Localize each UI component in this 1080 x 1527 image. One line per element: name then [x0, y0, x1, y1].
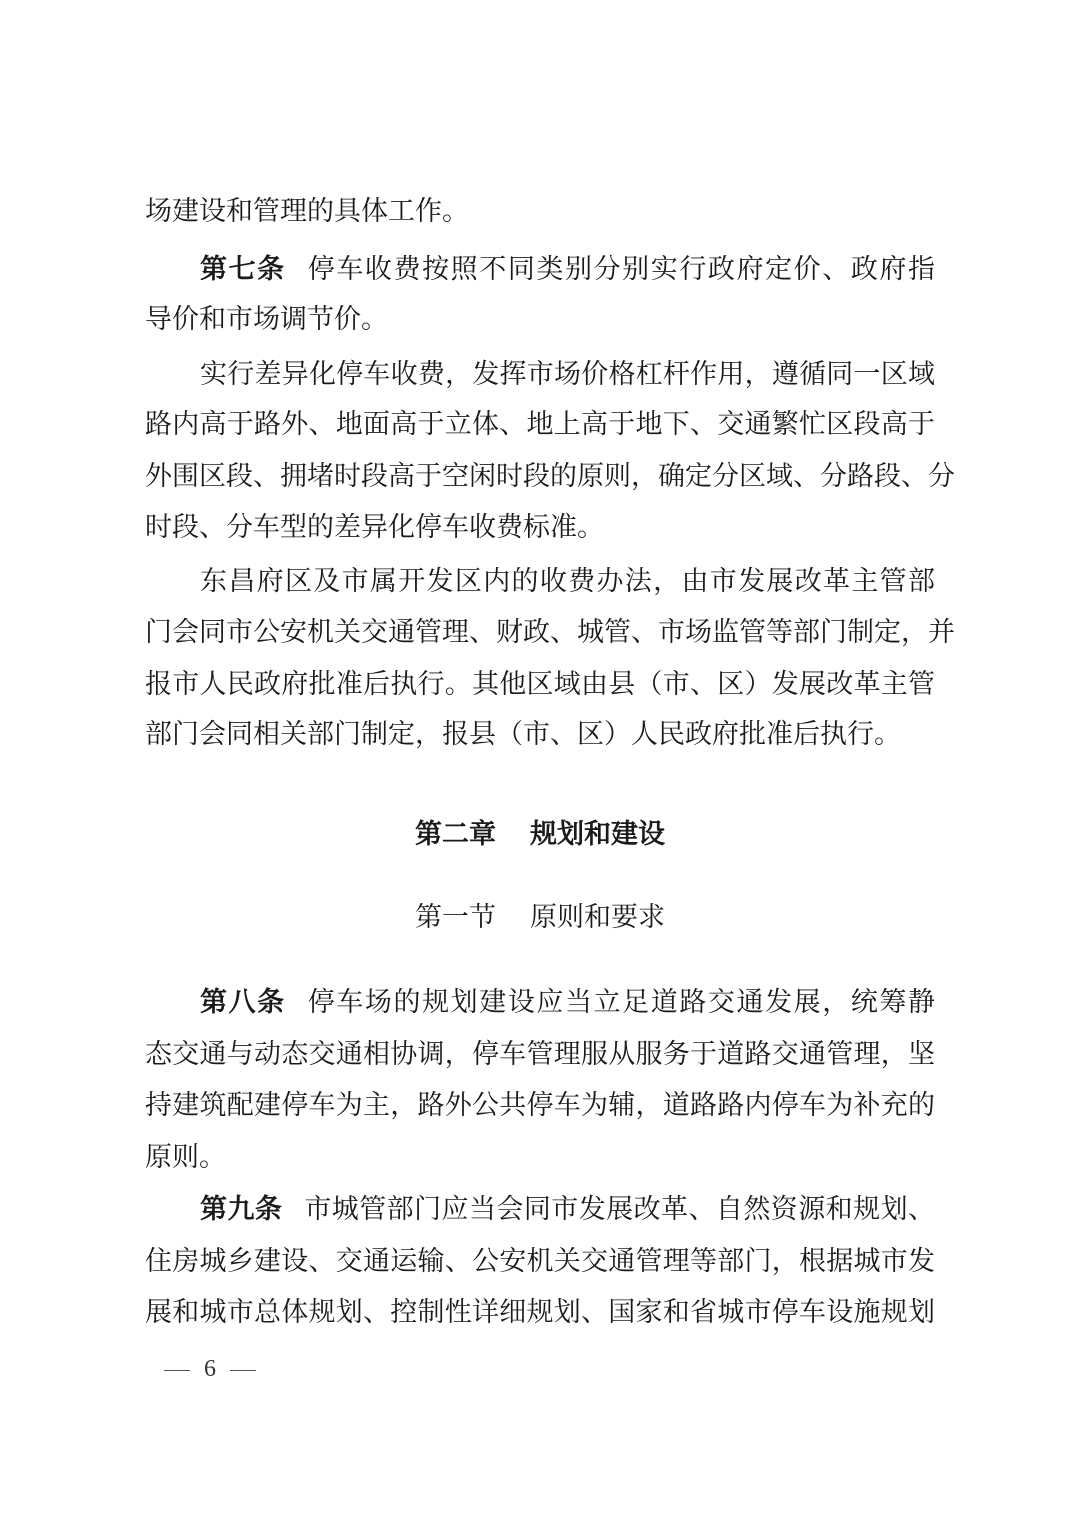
para-dongchang-line-1: 东昌府区及市属开发区内的收费办法，由市发展改革主管部: [200, 566, 935, 597]
article-9-line-1: [200, 1190, 935, 1230]
page-number: 6: [204, 1356, 216, 1382]
article-9-line-3: 展和城市总体规划、控制性详细规划、国家和省城市停车设施规划: [145, 1297, 935, 1328]
article-8-line-2: 态交通与动态交通相协调，停车管理服从服务于道路交通管理，坚: [145, 1039, 935, 1070]
article-7-heading: 第七条: [200, 254, 286, 285]
section-title: 原则和要求: [530, 902, 665, 933]
footer-dash-left: [164, 1370, 190, 1371]
section-heading: [0, 898, 1080, 938]
article-9-heading: 第九条: [200, 1194, 283, 1225]
section-number: 第一节: [415, 902, 496, 933]
continuation-line: 场建设和管理的具体工作。: [145, 196, 469, 227]
article-8-line-3: 持建筑配建停车为主，路外公共停车为辅，道路路内停车为补充的: [145, 1090, 935, 1121]
article-7-text-1: 停车收费按照不同类别分别实行政府定价、政府指: [307, 254, 935, 285]
article-8-heading: 第八条: [200, 987, 286, 1018]
para-dongchang-line-3: 报市人民政府批准后执行。其他区域由县（市、区）发展改革主管: [145, 669, 935, 700]
article-8-text-1: 停车场的规划建设应当立足道路交通发展，统筹静: [307, 987, 935, 1018]
article-9-text-1: 市城管部门应当会同市发展改革、自然资源和规划、: [304, 1194, 936, 1225]
article-7-line-2: 导价和市场调节价。: [145, 304, 388, 335]
para-dongchang-line-4: 部门会同相关部门制定，报县（市、区）人民政府批准后执行。: [145, 719, 901, 750]
footer-dash-right: [230, 1370, 256, 1371]
article-8-line-4: 原则。: [145, 1142, 226, 1173]
para-diff-line-2: 路内高于路外、地面高于立体、地上高于地下、交通繁忙区段高于: [145, 409, 935, 440]
article-8-line-1: [200, 983, 935, 1023]
chapter-number: 第二章: [415, 819, 496, 850]
article-7-line-1: [200, 250, 935, 290]
chapter-heading: [0, 815, 1080, 855]
chapter-title: 规划和建设: [530, 819, 665, 850]
para-diff-line-4: 时段、分车型的差异化停车收费标准。: [145, 512, 604, 543]
article-9-line-2: 住房城乡建设、交通运输、公安机关交通管理等部门，根据城市发: [145, 1246, 935, 1277]
para-diff-line-3: 外围区段、拥堵时段高于空闲时段的原则，确定分区域、分路段、分: [145, 461, 955, 492]
para-dongchang-line-2: 门会同市公安机关交通管理、财政、城管、市场监管等部门制定，并: [145, 617, 955, 648]
para-diff-line-1: 实行差异化停车收费，发挥市场价格杠杆作用，遵循同一区域: [200, 359, 935, 390]
page-footer: [150, 1352, 270, 1386]
